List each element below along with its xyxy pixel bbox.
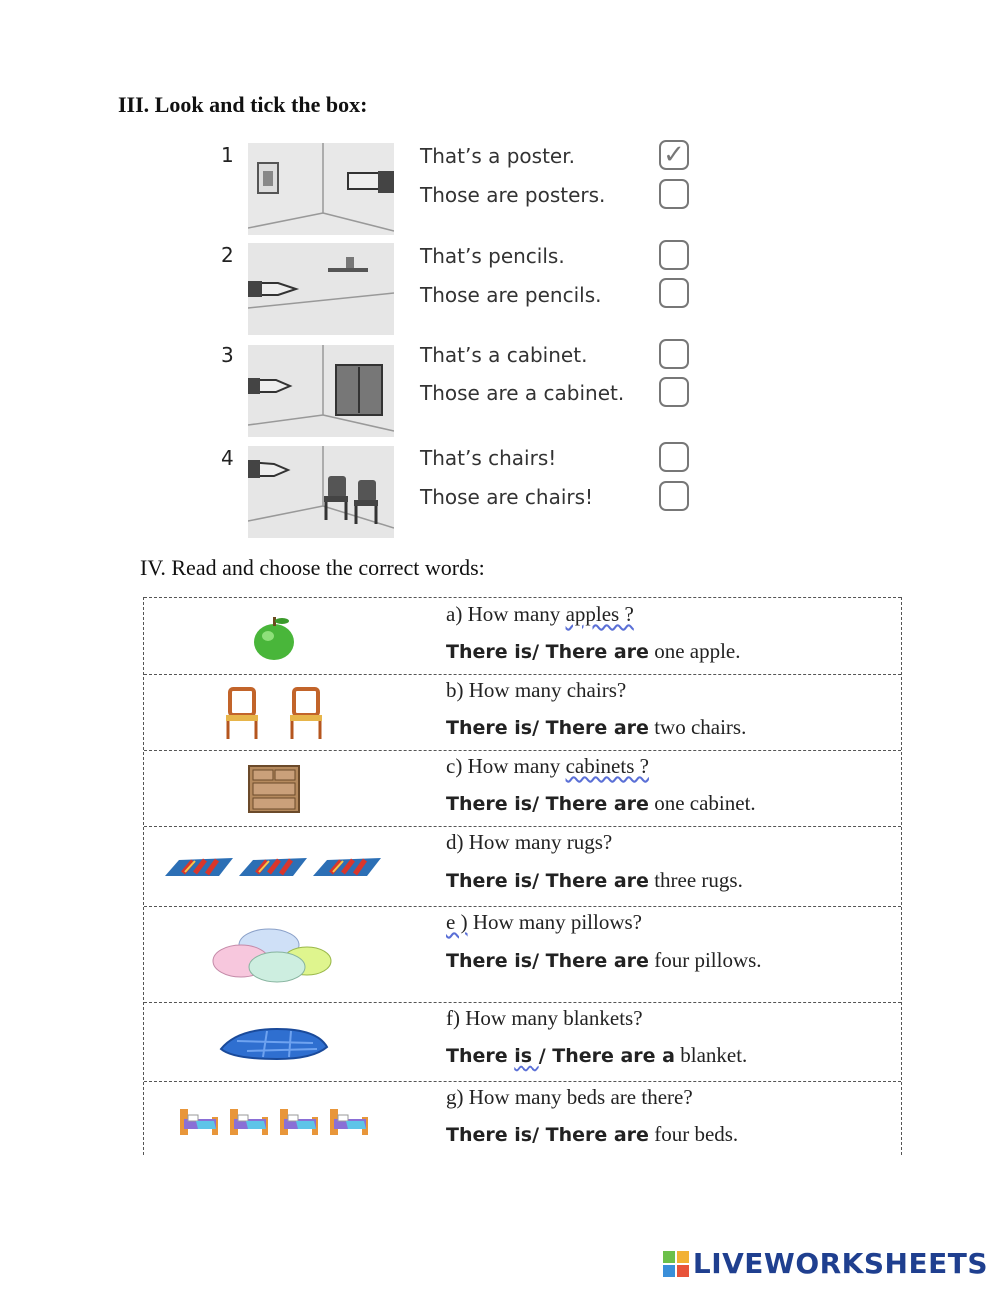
beds-image xyxy=(144,1082,404,1156)
answer-d[interactable]: There is/ There are three rugs. xyxy=(446,868,743,892)
table-row xyxy=(144,906,901,1002)
item-1-image xyxy=(248,143,394,235)
item-4-checkbox-2[interactable] xyxy=(659,481,689,511)
item-3-checkbox-2[interactable] xyxy=(659,377,689,407)
apple-image xyxy=(144,598,404,675)
question-d: d) How many rugs? xyxy=(446,830,613,854)
liveworksheets-logo xyxy=(663,1247,988,1280)
question-a: a) How many apples ? xyxy=(446,602,634,626)
table-row xyxy=(144,674,901,750)
table-row xyxy=(144,597,901,674)
item-2-checkbox-1[interactable] xyxy=(659,240,689,270)
item-2-option-1: That’s pencils. xyxy=(420,244,565,268)
question-g: g) How many beds are there? xyxy=(446,1085,693,1109)
answer-a[interactable]: There is/ There are one apple. xyxy=(446,639,741,663)
table-row xyxy=(144,1002,901,1081)
question-f: f) How many blankets? xyxy=(446,1006,643,1030)
answer-b[interactable]: There is/ There are two chairs. xyxy=(446,715,747,739)
item-3-checkbox-1[interactable] xyxy=(659,339,689,369)
item-1-checkbox-1[interactable]: ✓ xyxy=(659,140,689,170)
table-row xyxy=(144,750,901,826)
questions-table xyxy=(143,597,902,1155)
item-4-option-2: Those are chairs! xyxy=(420,485,594,509)
logo-text: LIVEWORKSHEETS xyxy=(692,1247,988,1280)
logo-icon xyxy=(663,1251,689,1277)
item-2-checkbox-2[interactable] xyxy=(659,278,689,308)
item-3-option-2: Those are a cabinet. xyxy=(420,381,625,405)
item-4-image xyxy=(248,446,394,538)
table-row xyxy=(144,1081,901,1155)
table-row xyxy=(144,826,901,906)
item-4-checkbox-1[interactable] xyxy=(659,442,689,472)
answer-g[interactable]: There is/ There are four beds. xyxy=(446,1122,739,1146)
item-3-image xyxy=(248,345,394,437)
section-3-title: III. Look and tick the box: xyxy=(118,92,368,117)
item-2-number: 2 xyxy=(221,243,234,267)
item-1-checkbox-2[interactable] xyxy=(659,179,689,209)
item-4-number: 4 xyxy=(221,446,234,470)
chairs-image xyxy=(144,675,404,751)
item-3-number: 3 xyxy=(221,343,234,367)
rugs-image xyxy=(144,827,404,907)
cabinet-image xyxy=(144,751,404,827)
item-4-option-1: That’s chairs! xyxy=(420,446,557,470)
answer-f[interactable]: There is / There are a blanket. xyxy=(446,1043,748,1067)
item-1-option-1: That’s a poster. xyxy=(420,144,575,168)
item-1-number: 1 xyxy=(221,143,234,167)
answer-c[interactable]: There is/ There are one cabinet. xyxy=(446,791,756,815)
item-3-option-1: That’s a cabinet. xyxy=(420,343,588,367)
section-4-title: IV. Read and choose the correct words: xyxy=(140,555,485,580)
question-c: c) How many cabinets ? xyxy=(446,754,649,778)
question-b: b) How many chairs? xyxy=(446,678,627,702)
item-2-option-2: Those are pencils. xyxy=(420,283,602,307)
pillows-image xyxy=(144,907,404,1003)
blanket-image xyxy=(144,1003,404,1082)
answer-e[interactable]: There is/ There are four pillows. xyxy=(446,948,762,972)
item-1-option-2: Those are posters. xyxy=(420,183,606,207)
question-e: e ) How many pillows? xyxy=(446,910,642,934)
item-2-image xyxy=(248,243,394,335)
